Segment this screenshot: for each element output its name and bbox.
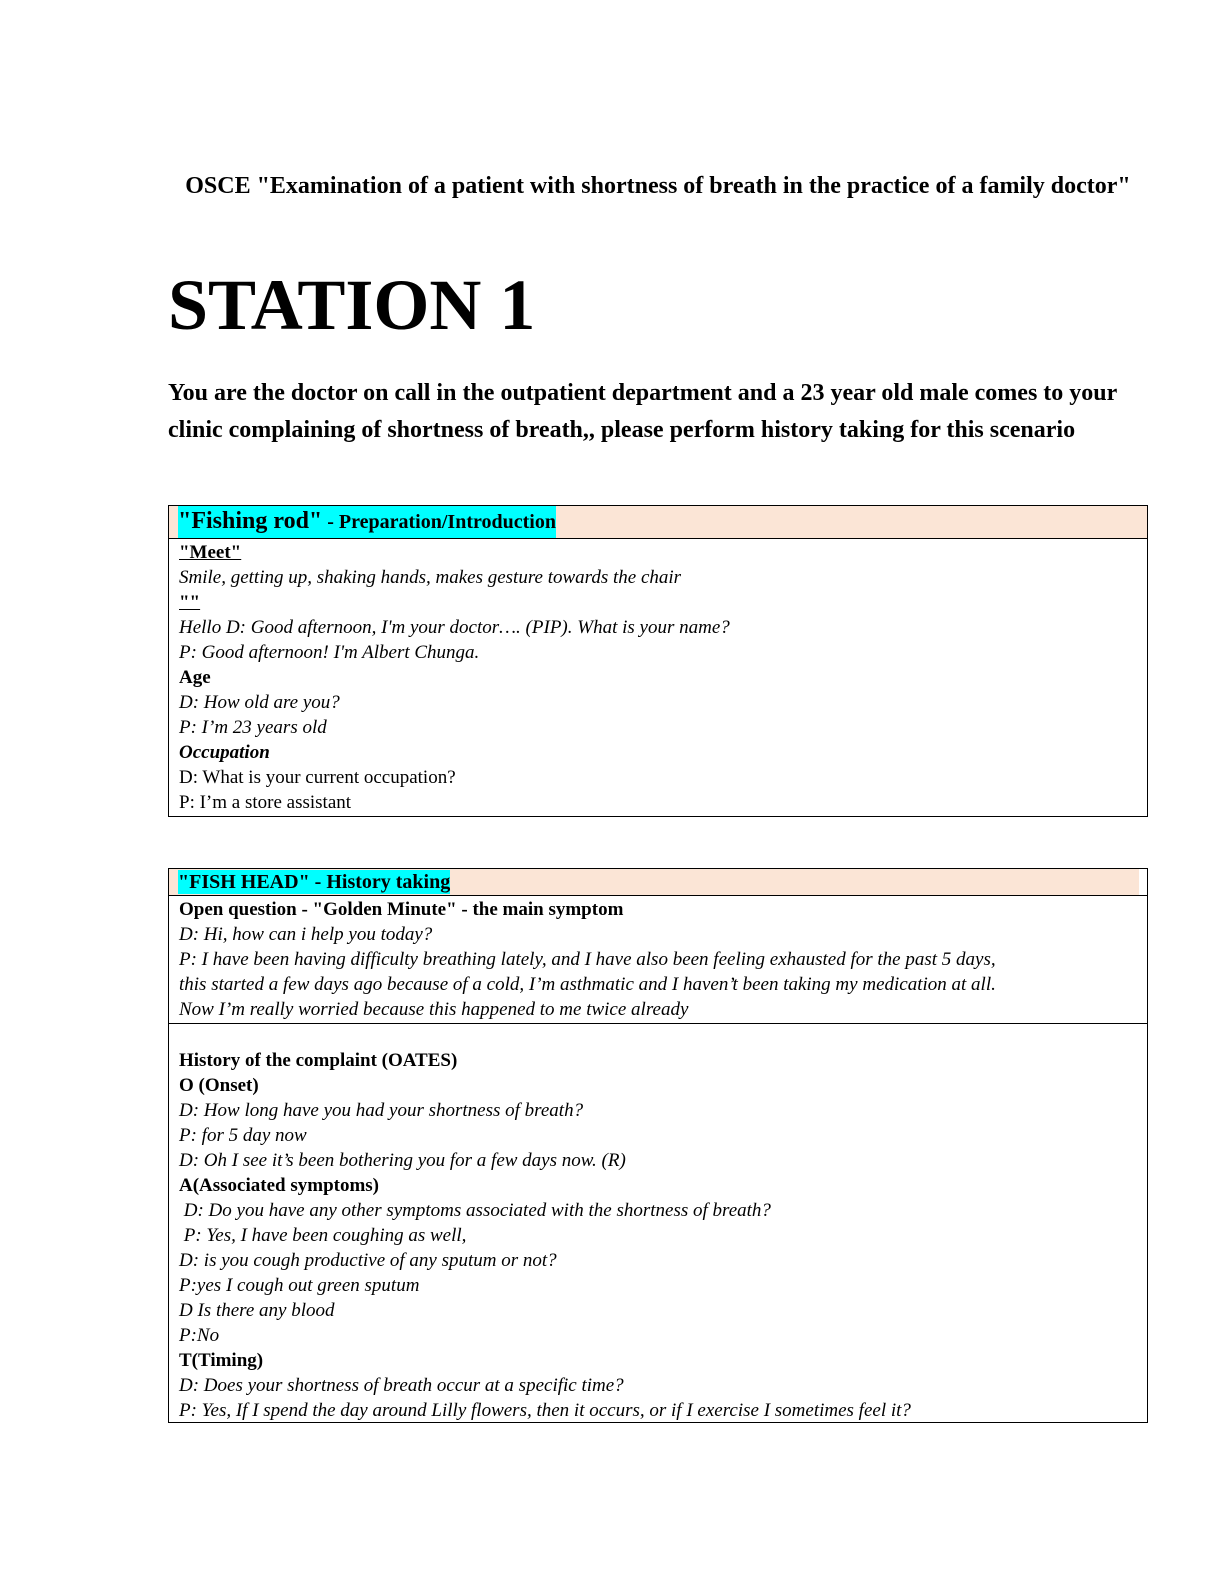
open-question-label: Open question - "Golden Minute" - the main symptom: [179, 899, 624, 920]
patient-sputum-answer: P:yes I cough out green sputum: [179, 1275, 420, 1296]
associated-symptoms-label: A(Associated symptoms): [179, 1175, 380, 1196]
patient-main-complaint-3: Now I’m really worried because this happened to me twice already: [179, 999, 689, 1020]
history-header: [169, 869, 1147, 896]
patient-age-answer: P: I’m 23 years old: [179, 717, 327, 738]
patient-main-complaint-1: P: I have been having difficulty breathing lately, and I have also been feeling exhausted for the past 5 days,: [179, 949, 996, 970]
patient-occupation-answer: P: I’m a store assistant: [179, 792, 352, 813]
doctor-greeting: Hello D: Good afternoon, I'm your doctor…. (PIP). What is your name?: [179, 617, 730, 638]
doctor-sputum-question: D: is you cough productive of any sputum or not?: [179, 1250, 557, 1271]
patient-onset-answer: P: for 5 day now: [179, 1125, 307, 1146]
onset-label: O (Onset): [179, 1075, 259, 1096]
patient-associated-answer: P: Yes, I have been coughing as well,: [179, 1225, 467, 1246]
row-divider: [169, 1023, 1147, 1048]
occupation-label: Occupation: [179, 742, 270, 763]
meet-label: "Meet": [179, 542, 242, 563]
history-header-highlight: "FISH HEAD" - History taking: [178, 871, 451, 893]
doctor-associated-question: D: Do you have any other symptoms associated with the shortness of breath?: [179, 1200, 771, 1221]
oates-label: History of the complaint (OATES): [179, 1050, 458, 1071]
patient-main-complaint-2: this started a few days ago because of a cold, I’m asthmatic and I haven’t been taking my medication at all.: [179, 974, 996, 995]
patient-greeting: P: Good afternoon! I'm Albert Chunga.: [179, 642, 480, 663]
history-taking-table: [168, 868, 1148, 1423]
doctor-open-question: D: Hi, how can i help you today?: [179, 924, 433, 945]
doctor-onset-reflection: D: Oh I see it’s been bothering you for a few days now. (R): [179, 1150, 626, 1171]
preparation-header-highlight: [178, 506, 556, 538]
empty-quote-label: "": [179, 592, 201, 613]
age-label: Age: [179, 667, 211, 688]
scenario-text: You are the doctor on call in the outpatient department and a 23 year old male comes to your clinic complaining of shortness of breath,, please perform history taking for this scenario: [168, 380, 1117, 443]
greeting-instruction: Smile, getting up, shaking hands, makes gesture towards the chair: [179, 567, 682, 588]
doctor-age-question: D: How old are you?: [179, 692, 340, 713]
preparation-introduction-label: - Preparation/Introduction: [322, 511, 556, 533]
doctor-occupation-question: D: What is your current occupation?: [179, 767, 456, 788]
station-heading: STATION 1: [168, 265, 536, 345]
preparation-introduction-table: [168, 505, 1148, 817]
timing-label: T(Timing): [179, 1350, 264, 1371]
doctor-blood-question: D Is there any blood: [179, 1300, 335, 1321]
patient-timing-answer: P: Yes, If I spend the day around Lilly flowers, then it occurs, or if I exercise I sometimes feel it?: [179, 1400, 911, 1421]
patient-blood-answer: P:No: [179, 1325, 220, 1346]
fishing-rod-label: "Fishing rod": [178, 508, 323, 534]
preparation-header: [169, 506, 1147, 539]
doctor-onset-question: D: How long have you had your shortness of breath?: [179, 1100, 584, 1121]
history-body: [169, 896, 1147, 1423]
preparation-body: [169, 539, 1147, 815]
document-title: OSCE "Examination of a patient with shortness of breath in the practice of a family doctor": [185, 173, 1131, 199]
doctor-timing-question: D: Does your shortness of breath occur at a specific time?: [179, 1375, 624, 1396]
